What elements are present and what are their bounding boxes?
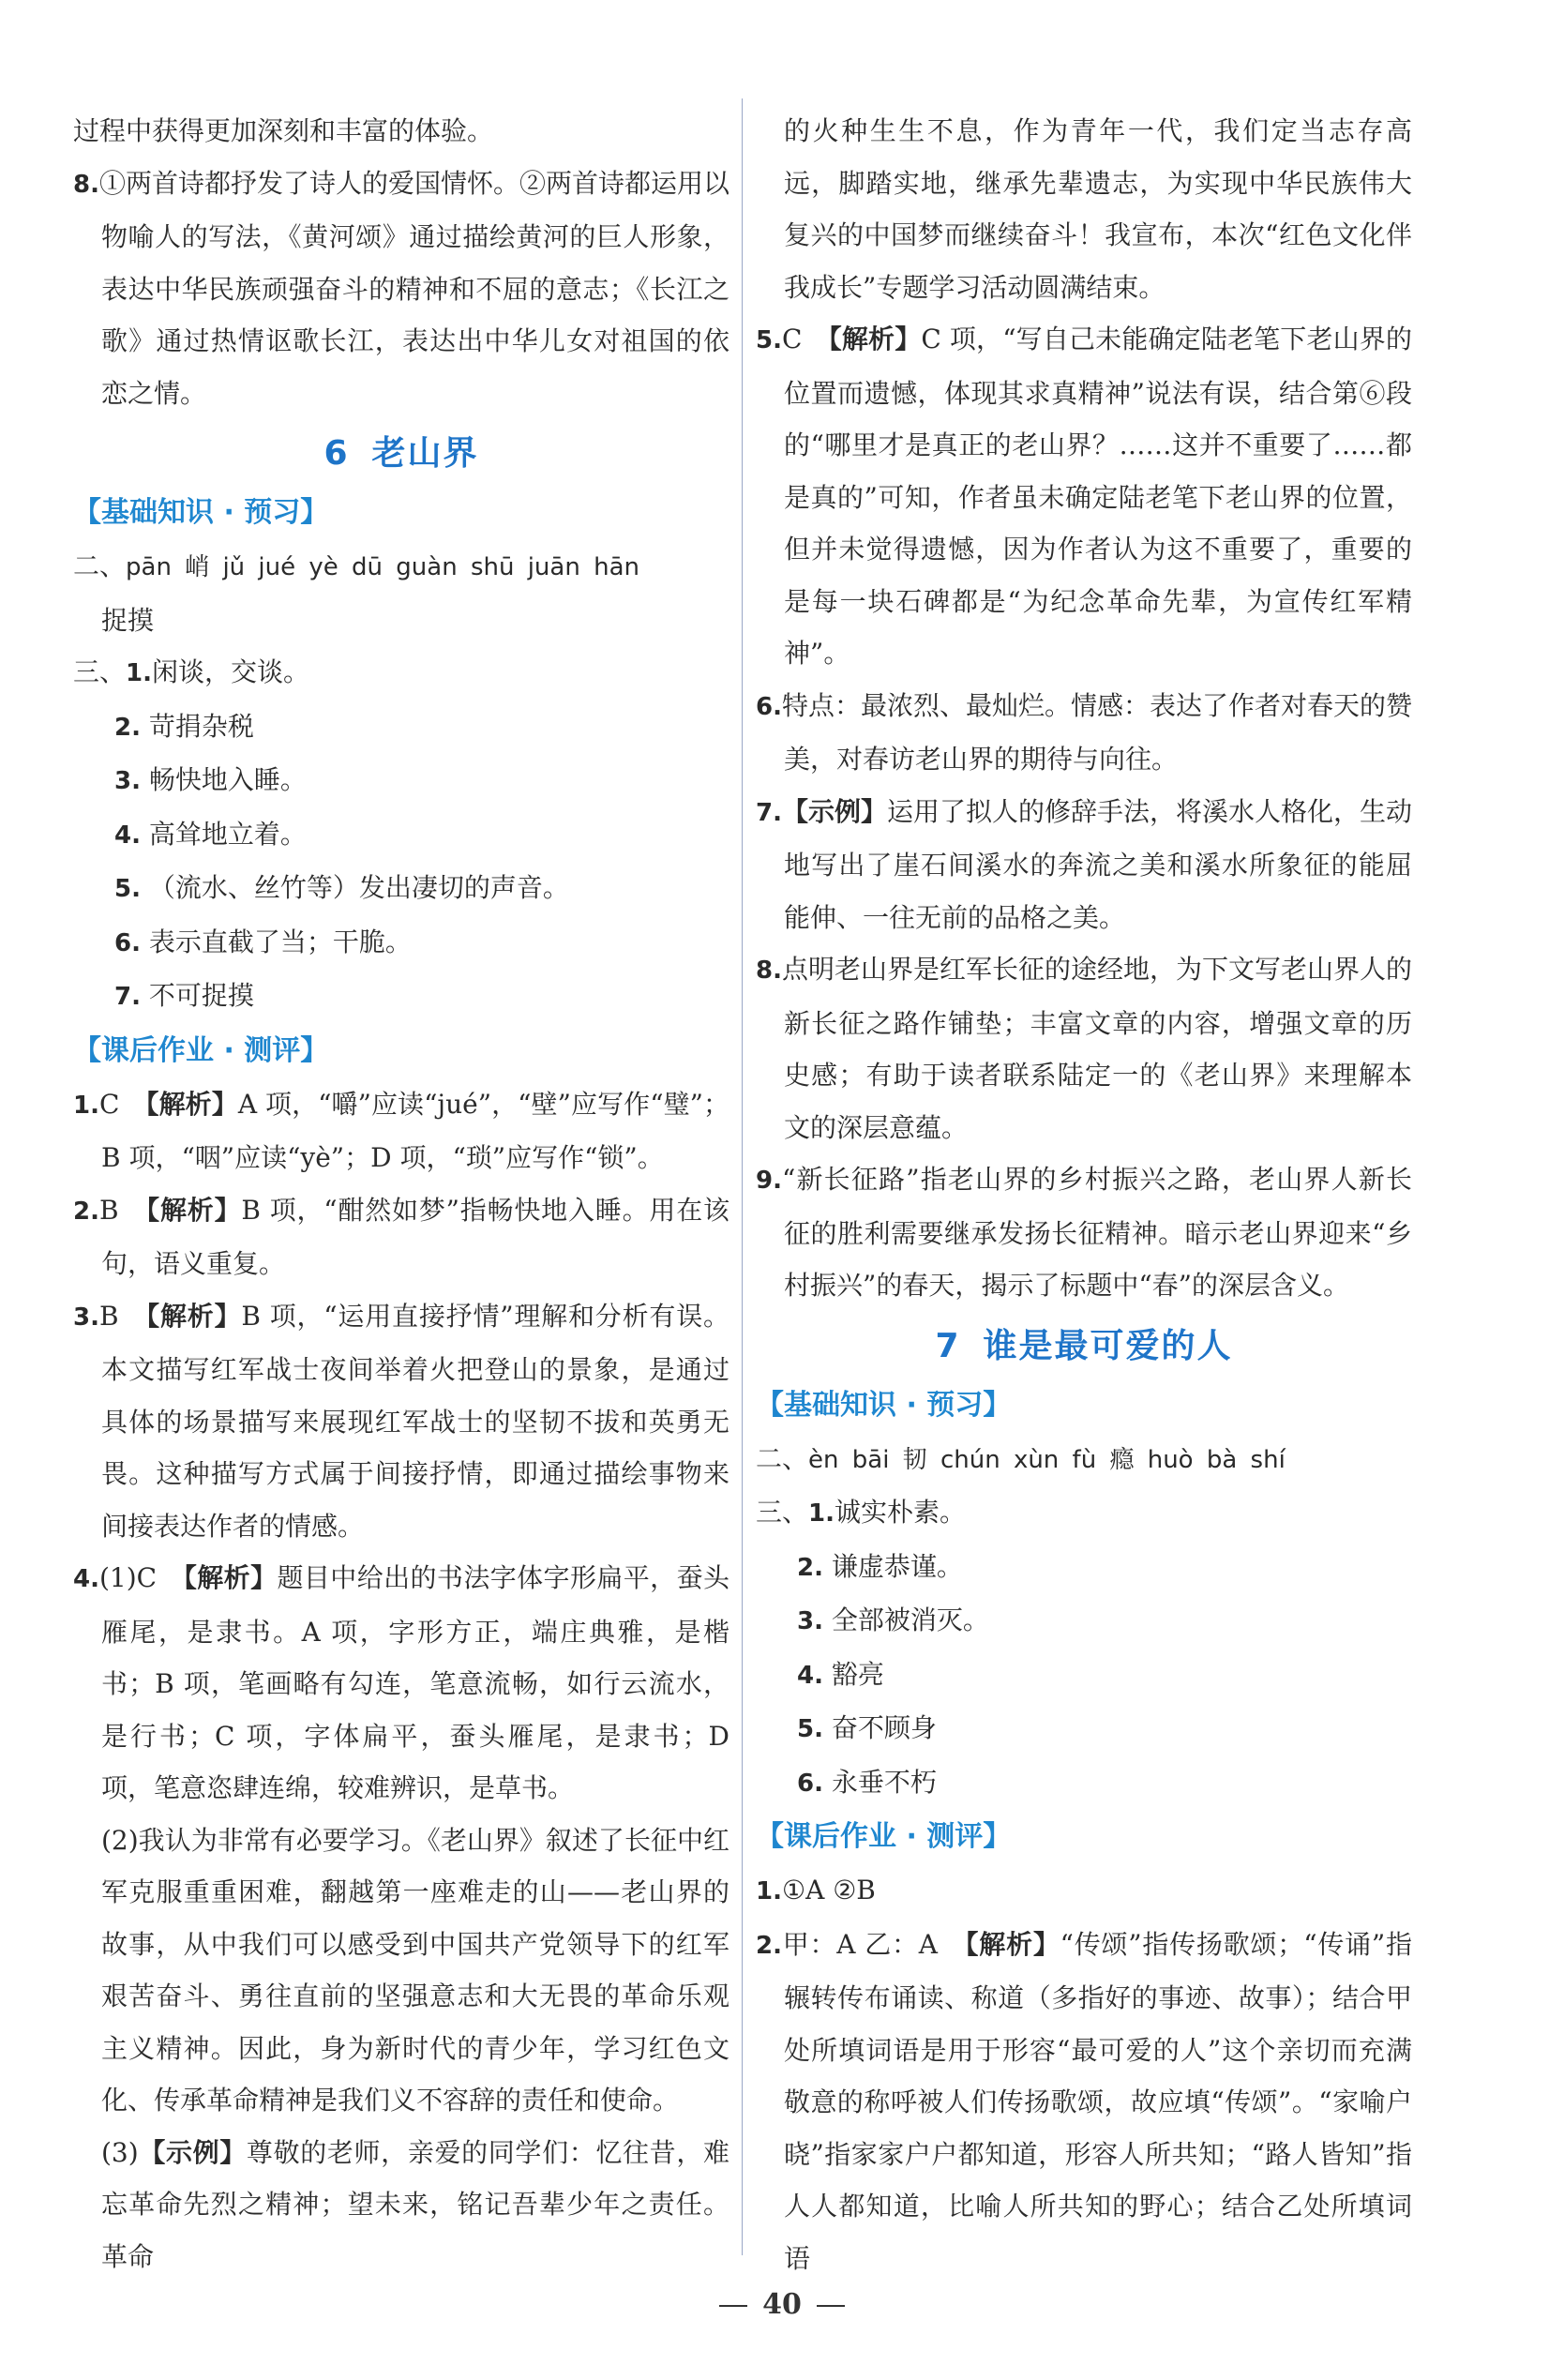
answer-8-right: 8.点明老山界是红军长征的途经地，为下文写老山界人的新长征之路作铺垫；丰富文章的内容，增强文章的历史感；有助于读者联系陆定一的《老山界》来理解本文的深层意蕴。: [756, 954, 1412, 1143]
page-footer: [0, 2288, 1564, 2321]
answer-4-part-3: (3)【示例】尊敬的老师，亲爱的同学们：忆往昔，难忘革命先烈之精神；望未来，铭记吾辈少年之责任。革命: [101, 2136, 729, 2272]
footer-dash-right: [817, 2305, 845, 2307]
vocab-item-7-5: 5. 奋不顾身: [797, 1712, 937, 1743]
right-column: [756, 105, 1412, 2284]
vocab-item-7-2: 2. 谦虚恭谨。: [797, 1550, 963, 1582]
pinyin-line: 二、pān 峭 jǔ jué yè dū guàn shū juān hān: [73, 550, 639, 581]
answer-4-part-3-continued: 的火种生生不息，作为青年一代，我们定当志存高远，脚踏实地，继承先辈遗志，为实现中华民族伟大复兴的中国梦而继续奋斗！我宣布，本次“红色文化伴我成长”专题学习活动圆满结束。: [784, 115, 1412, 303]
vocab-item-4: 4. 高耸地立着。: [114, 818, 307, 850]
vocab-item-7-6: 6. 永垂不朽: [797, 1766, 937, 1798]
lesson-7-title: 7 谁是最可爱的人: [935, 1325, 1233, 1365]
answer-8: 8.①两首诗都抒发了诗人的爱国情怀。②两首诗都运用以物喻人的写法，《黄河颂》通过描绘黄河的巨人形象，表达中华民族顽强奋斗的精神和不屈的意志；《长江之歌》通过热情讴歌长江，表达出中华儿女对祖国的依恋之情。: [73, 167, 729, 409]
answer-9: 9.“新长征路”指老山界的乡村振兴之路，老山界人新长征的胜利需要继承发扬长征精神。暗示老山界迎来“乡村振兴”的春天，揭示了标题中“春”的深层含义。: [756, 1164, 1412, 1301]
answer-5: 5.C 【解析】C 项，“写自己未能确定陆老笔下老山界的位置而遗憾，体现其求真精神”说法有误，结合第⑥段的“哪里才是真正的老山界？……这并不重要了……都是真的”可知，作者虽未确定陆老笔下老山界的位置，但并未觉得遗憾，因为作者认为这不重要了，重要的是每一块石碑都是“为纪念革命先辈，为宣传红军精神”。: [756, 324, 1412, 669]
pinyin-line-7: 二、èn bāi 韧 chún xùn fù 瘾 huò bà shí: [756, 1442, 1286, 1474]
answer-2: 2.B 【解析】B 项，“酣然如梦”指畅快地入睡。用在该句，语义重复。: [73, 1194, 729, 1279]
answer-4-part-1: 4.(1)C 【解析】题目中给出的书法字体字形扁平，蚕头雁尾，是隶书。A 项，字形方正，端庄典雅，是楷书；B 项，笔画略有勾连，笔意流畅，如行云流水，是行书；C 项，字体扁平，蚕头雁尾，是隶书；D 项，笔意恣肆连绵，较难辨识，是草书。: [73, 1562, 729, 1803]
vocab-item-7-4: 4. 豁亮: [797, 1658, 884, 1690]
vocab-item-7-3: 3. 全部被消灭。: [797, 1604, 989, 1635]
vocab-item-7: 7. 不可捉摸: [114, 980, 254, 1011]
left-intro-line: 过程中获得更加深刻和丰富的体验。: [73, 115, 494, 146]
vocab-item-3: 3. 畅快地入睡。: [114, 764, 307, 795]
answer-1: 1.C 【解析】A 项，“嚼”应读“jué”，“壁”应写作“璧”；B 项，“咽”应读“yè”；D 项，“琐”应写作“锁”。: [73, 1088, 729, 1173]
vocab-item-2: 2. 苛捐杂税: [114, 710, 254, 742]
section-homework: 【课后作业 · 测评】: [73, 1033, 329, 1067]
section-basic-preview-7: 【基础知识 · 预习】: [756, 1388, 1012, 1422]
section-homework-7: 【课后作业 · 测评】: [756, 1820, 1012, 1853]
section-basic-preview: 【基础知识 · 预习】: [73, 496, 329, 529]
lesson-6-title: 6 老山界: [323, 433, 479, 473]
vocab-item-7-1: 三、1.诚实朴素。: [756, 1497, 966, 1528]
column-divider: [742, 98, 743, 2255]
answer-3: 3.B 【解析】B 项，“运用直接抒情”理解和分析有误。本文描写红军战士夜间举着火把登山的景象，是通过具体的场景描写来展现红军战士的坚韧不拔和英勇无畏。这种描写方式属于间接抒情，即通过描绘事物来间接表达作者的情感。: [73, 1300, 729, 1542]
page-number: 40: [762, 2288, 802, 2321]
left-column: [73, 105, 729, 2282]
pinyin-continuation: 捉摸: [101, 604, 155, 636]
vocab-item-6: 6. 表示直截了当；干脆。: [114, 926, 412, 957]
footer-dash-left: [719, 2305, 747, 2307]
answer-6: 6.特点：最浓烈、最灿烂。情感：表达了作者对春天的赞美，对春访老山界的期待与向往。: [756, 689, 1412, 775]
answer-7: 7.【示例】运用了拟人的修辞手法，将溪水人格化，生动地写出了崖石间溪水的奔流之美和溪水所象征的能屈能伸、一往无前的品格之美。: [756, 795, 1412, 933]
vocab-item-1: 三、1.闲谈，交谈。: [73, 656, 309, 687]
answer-7-2: 2.甲：A 乙：A 【解析】“传颂”指传扬歌颂；“传诵”指辗转传布诵读、称道（多指好的事迹、故事）；结合甲处所填词语是用于形容“最可爱的人”这个亲切而充满敬意的称呼被人们传扬歌颂，故应填“传颂”。“家喻户晓”指家家户户都知道，形容人所共知；“路人皆知”指人人都知道，比喻人所共知的野心；结合乙处所填词语: [756, 1928, 1412, 2274]
answer-7-1: 1.①A ②B: [756, 1875, 876, 1906]
vocab-item-5: 5. （流水、丝竹等）发出凄切的声音。: [114, 872, 569, 903]
answer-4-part-2: (2)我认为非常有必要学习。《老山界》叙述了长征中红军克服重重困难，翻越第一座难走的山——老山界的故事，从中我们可以感受到中国共产党领导下的红军艰苦奋斗、勇往直前的坚强意志和大无畏的革命乐观主义精神。因此，身为新时代的青少年，学习红色文化、传承革命精神是我们义不容辞的责任和使命。: [101, 1824, 729, 2116]
